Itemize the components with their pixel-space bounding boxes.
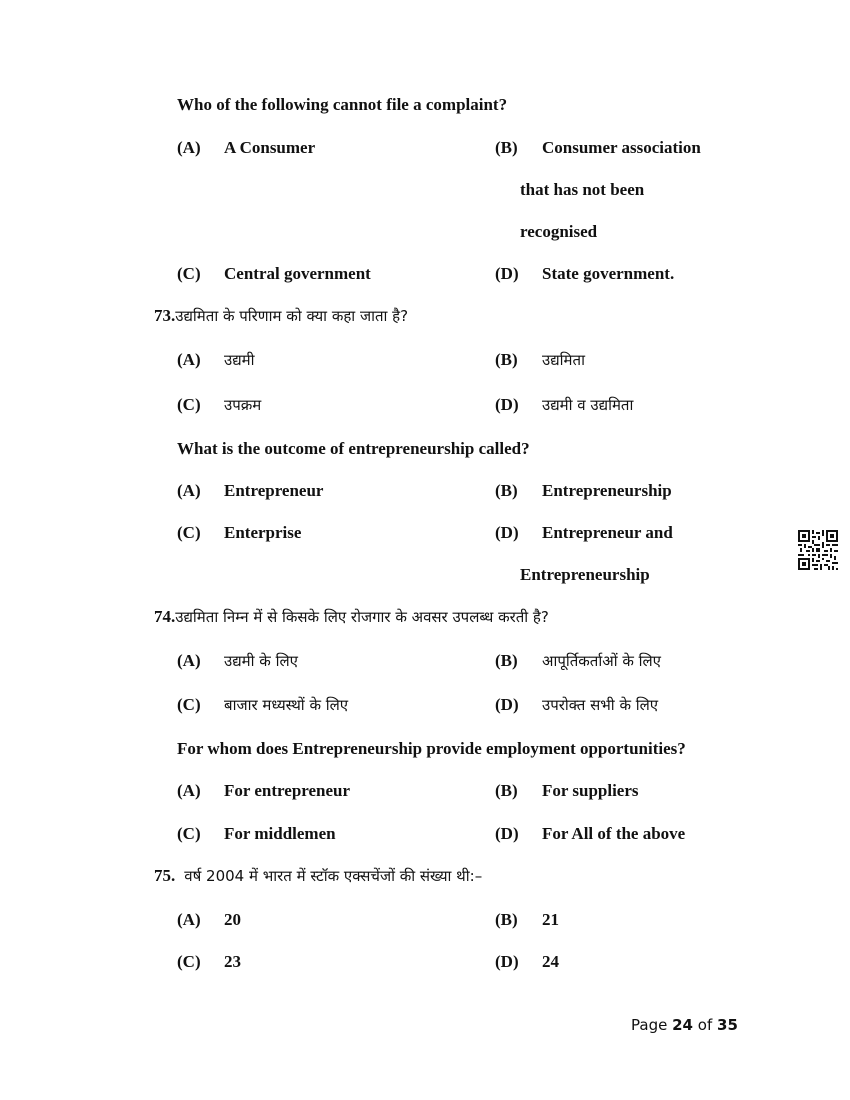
q73-question-hindi <box>154 306 408 326</box>
q74-hindi-option-b <box>495 651 661 671</box>
option-text: उद्यमिता <box>542 351 585 369</box>
option-label: (A) <box>177 651 201 670</box>
q72-option-a <box>177 138 315 158</box>
option-text: For suppliers <box>542 781 639 800</box>
option-label: (C) <box>177 952 201 971</box>
q74-question-text: For whom does Entrepreneurship provide employment opportunities? <box>177 739 686 758</box>
q75-question-hindi <box>154 866 482 886</box>
option-label: (D) <box>495 523 519 542</box>
option-label: (C) <box>177 695 201 714</box>
option-label: (A) <box>177 781 201 800</box>
option-label: (B) <box>495 651 518 670</box>
option-text: उपक्रम <box>224 396 262 414</box>
option-text: उद्यमी व उद्यमिता <box>542 396 634 414</box>
option-text: Entrepreneurship <box>542 481 672 500</box>
option-text: Central government <box>224 264 371 283</box>
option-label: (B) <box>495 481 518 500</box>
q73-option-d-continuation: Entrepreneurship <box>520 565 650 584</box>
q75-option-b <box>495 910 559 930</box>
q74-question-hindi <box>154 607 549 627</box>
q73-hindi-option-c <box>177 395 261 415</box>
option-text: 24 <box>542 952 559 971</box>
page-current: 24 <box>672 1016 693 1034</box>
qr-code-icon <box>798 530 838 570</box>
page-of: of <box>697 1016 713 1034</box>
page-prefix: Page <box>631 1016 668 1034</box>
q75-option-d <box>495 952 559 972</box>
option-text: Enterprise <box>224 523 302 542</box>
question-number: 75. <box>154 866 176 885</box>
q73-question-text: What is the outcome of entrepreneurship called? <box>177 439 530 458</box>
q73-option-d <box>495 523 673 543</box>
question-text: उद्यमिता निम्न में से किसके लिए रोजगार के अवसर उपलब्ध करती है? <box>175 608 549 626</box>
q73-option-a <box>177 481 323 501</box>
option-label: (C) <box>177 824 201 843</box>
question-text: उद्यमिता के परिणाम को क्या कहा जाता है? <box>175 307 409 325</box>
option-text: 23 <box>224 952 241 971</box>
question-number: 73. <box>154 306 176 325</box>
q74-hindi-option-d <box>495 695 658 715</box>
option-label: (D) <box>495 264 519 283</box>
question-number: 74. <box>154 607 176 626</box>
option-label: (D) <box>495 695 519 714</box>
q73-hindi-option-a <box>177 350 255 370</box>
option-label: (D) <box>495 395 519 414</box>
q72-option-b-continuation-1: that has not been <box>520 180 645 199</box>
q73-option-b <box>495 481 672 501</box>
page-number-footer <box>631 1016 738 1034</box>
q75-option-c <box>177 952 241 972</box>
q73-option-c <box>177 523 301 543</box>
q73-hindi-option-d <box>495 395 633 415</box>
option-text: Entrepreneur and <box>542 523 673 542</box>
q74-option-c <box>177 824 336 844</box>
option-text: For All of the above <box>542 824 686 843</box>
question-text: वर्ष 2004 में भारत में स्टॉक एक्सचेंजों की संख्या थी:– <box>184 867 483 885</box>
option-label: (A) <box>177 481 201 500</box>
option-label: (D) <box>495 952 519 971</box>
q74-hindi-option-a <box>177 651 298 671</box>
option-text: उद्यमी के लिए <box>224 652 298 670</box>
q72-question-text: Who of the following cannot file a complaint? <box>177 95 508 114</box>
q72-option-c <box>177 264 371 284</box>
option-label: (C) <box>177 523 201 542</box>
q72-option-b <box>495 138 701 158</box>
option-text: Entrepreneur <box>224 481 324 500</box>
option-text: उद्यमी <box>224 351 255 369</box>
q73-hindi-option-b <box>495 350 585 370</box>
page-total: 35 <box>717 1016 738 1034</box>
q74-option-d <box>495 824 685 844</box>
option-label: (B) <box>495 350 518 369</box>
option-text: आपूर्तिकर्ताओं के लिए <box>542 652 661 670</box>
q74-option-a <box>177 781 350 801</box>
q74-hindi-option-c <box>177 695 348 715</box>
option-label: (B) <box>495 781 518 800</box>
option-label: (A) <box>177 910 201 929</box>
option-label: (B) <box>495 910 518 929</box>
q72-option-d <box>495 264 674 284</box>
option-text: बाजार मध्यस्थों के लिए <box>224 696 349 714</box>
q74-option-b <box>495 781 639 801</box>
option-text: For middlemen <box>224 824 336 843</box>
option-text: 21 <box>542 910 559 929</box>
q75-option-a <box>177 910 241 930</box>
option-text: Consumer association <box>542 138 701 157</box>
q72-option-b-continuation-2: recognised <box>520 222 598 241</box>
option-label: (B) <box>495 138 518 157</box>
option-text: A Consumer <box>224 138 316 157</box>
option-label: (C) <box>177 264 201 283</box>
option-text: State government. <box>542 264 675 283</box>
option-label: (C) <box>177 395 201 414</box>
option-text: For entrepreneur <box>224 781 351 800</box>
option-label: (A) <box>177 350 201 369</box>
option-text: 20 <box>224 910 241 929</box>
option-label: (D) <box>495 824 519 843</box>
option-label: (A) <box>177 138 201 157</box>
option-text: उपरोक्त सभी के लिए <box>542 696 659 714</box>
